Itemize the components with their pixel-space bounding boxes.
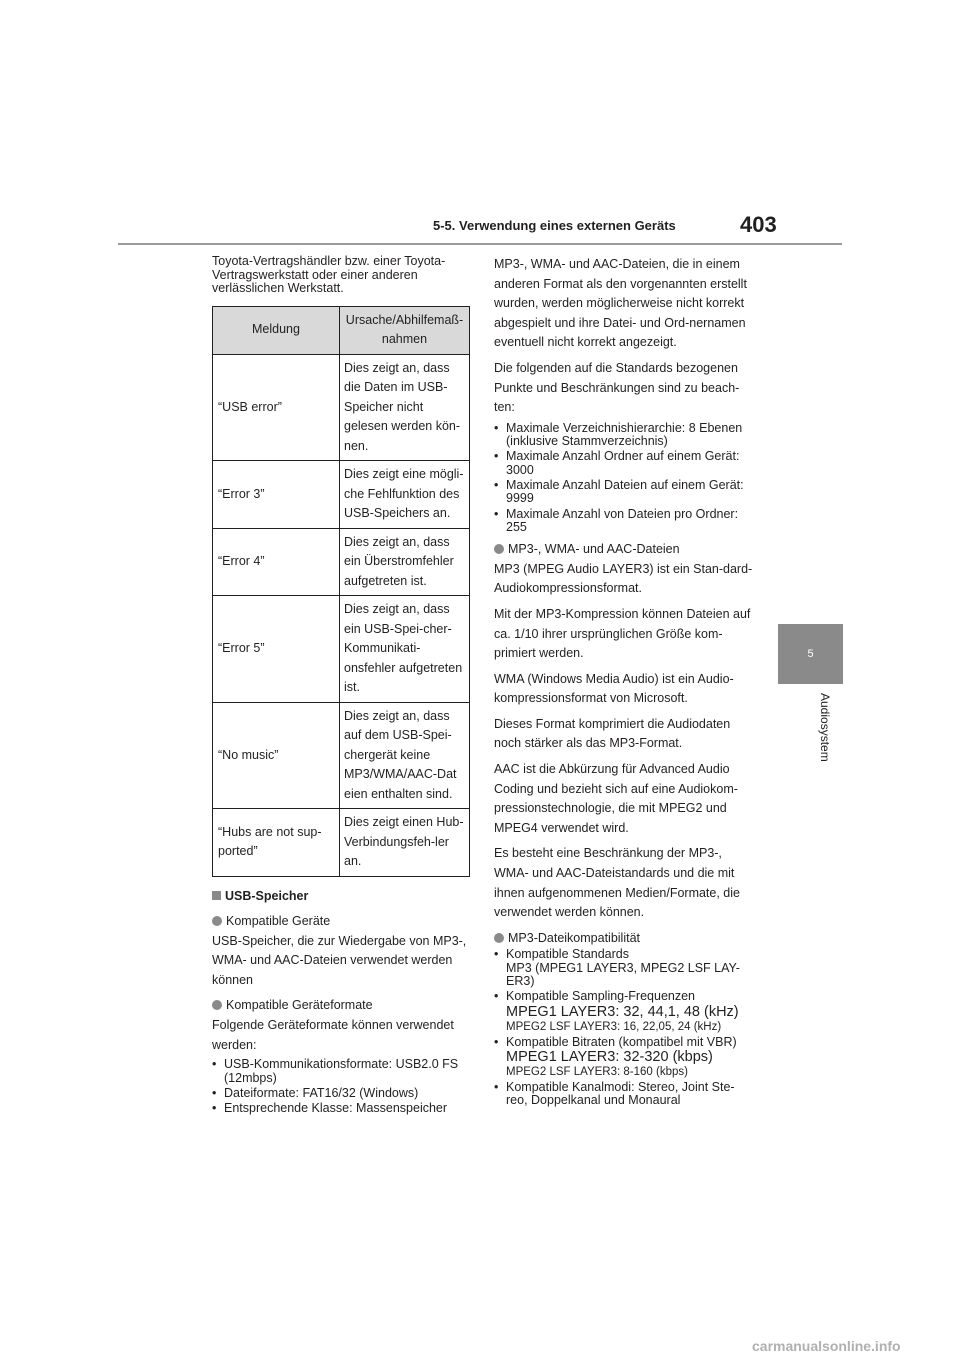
table-cell-message: “Error 5” (213, 596, 340, 703)
list-item: • Maximale Verzeichnishierarchie: 8 Ebenen (inklusive Stammverzeichnis) (494, 420, 743, 449)
usb-heading-text: USB-Speicher (225, 888, 309, 903)
table-row (213, 528, 470, 596)
table-row (213, 702, 470, 809)
formats-list (212, 1058, 472, 1115)
formats-heading-text: Kompatible Geräteformate (226, 998, 373, 1013)
table-row (213, 354, 470, 461)
page-number: 403 (740, 212, 777, 237)
compat-heading-text: MP3-Dateikompatibilität (508, 930, 640, 945)
compat-heading (494, 929, 756, 949)
right-column (494, 255, 756, 1109)
table-cell-message: “Error 3” (213, 461, 340, 529)
list-item: • Entsprechende Klasse: Massenspeicher (212, 1101, 448, 1116)
table-cell-cause: Dies zeigt an, dass die Daten im USB-Speicher nicht gelesen werden kön-nen. (340, 354, 470, 461)
devices-heading-text: Kompatible Geräte (226, 914, 331, 929)
usb-heading (212, 887, 472, 907)
message-table (212, 306, 470, 877)
table-cell-cause: Dies zeigt an, dass ein USB-Spei-cher-Kommunikati-onsfehler aufgetreten ist. (340, 596, 470, 703)
table-row (213, 809, 470, 877)
list-item: • Maximale Anzahl Ordner auf einem Gerät: 3000 (494, 449, 740, 477)
limits-list (494, 422, 756, 534)
table-header-row (213, 306, 470, 354)
square-bullet-icon (212, 891, 221, 900)
paragraph-mp3: MP3 (MPEG Audio LAYER3) ist ein Stan-dard-Audiokompressionsformat. (494, 561, 753, 596)
list-item: • Maximale Anzahl Dateien auf einem Gerät: 9999 (494, 477, 744, 506)
table-cell-cause: Dies zeigt einen Hub-Verbindungsfeh-ler an. (340, 809, 470, 877)
devices-text: USB-Speicher, die zur Wiedergabe von MP3-, WMA- und AAC-Dateien verwendet werden können (212, 933, 467, 987)
list-item: • Maximale Anzahl von Dateien pro Ordner: 255 (494, 506, 739, 534)
table-header-message: Meldung (213, 306, 340, 354)
paragraph-mp3-compression: Mit der MP3-Kompression können Dateien auf ca. 1/10 ihrer ursprünglichen Größe kom-primiert werden. (494, 606, 751, 661)
watermark: carmanualsonline.info (752, 1338, 901, 1354)
chapter-tab: 5 (778, 624, 843, 684)
table-cell-cause: Dies zeigt an, dass ein Überstromfehler aufgetreten ist. (340, 528, 470, 596)
list-item: • Dateiformate: FAT16/32 (Windows) (212, 1085, 419, 1100)
section-title: 5-5. Verwendung eines externen Geräts (433, 218, 676, 233)
table-cell-message: “Hubs are not sup-ported” (213, 809, 340, 877)
circle-bullet-icon (494, 933, 504, 943)
files-heading-text: MP3-, WMA- und AAC-Dateien (508, 542, 680, 557)
paragraph-wma-compression: Dieses Format komprimiert die Audiodaten noch stärker als das MP3-Format. (494, 716, 731, 751)
table-cell-message: “No music” (213, 702, 340, 809)
list-item: • Kompatible Standards MP3 (MPEG1 LAYER3, MPEG2 LSF LAY-ER3) (494, 947, 740, 988)
paragraph-wma: WMA (Windows Media Audio) ist ein Audio-kompressionsformat von Microsoft. (494, 671, 734, 706)
circle-bullet-icon (212, 1000, 222, 1010)
paragraph-standards: Die folgenden auf die Standards bezogenen Punkte und Beschränkungen sind zu beach-ten: (494, 360, 740, 415)
table-row (213, 461, 470, 529)
table-cell-message: “USB error” (213, 354, 340, 461)
list-item: • Kompatible Sampling-Frequenzen MPEG1 LAYER3: 32, 44,1, 48 (kHz) MPEG2 LSF LAYER3: 16, 22,05, 24 (kHz) (494, 989, 739, 1033)
circle-bullet-icon (494, 544, 504, 554)
paragraph-restriction: Es besteht eine Beschränkung der MP3-, WMA- und AAC-Dateistandards und die mit ihnen aufgenommenen Medien/Formate, die verwendet werden können. (494, 846, 740, 920)
chapter-label: Audiosystem (818, 693, 832, 762)
table-header-cause: Ursache/Abhilfemaß-nahmen (340, 306, 470, 354)
circle-bullet-icon (212, 916, 222, 926)
list-item: • USB-Kommunikationsformate: USB2.0 FS (12mbps) (212, 1057, 459, 1085)
paragraph-other-formats: MP3-, WMA- und AAC-Dateien, die in einem anderen Format als den vorgenannten erstellt wurden, werden möglicherweise nicht korrekt abgespielt und ihre Datei- und Ord-nernamen eventuell nicht korrekt angezeigt. (494, 257, 747, 350)
files-heading (494, 540, 756, 560)
formats-text: Folgende Geräteformate können verwendet werden: (212, 1018, 454, 1052)
paragraph-aac: AAC ist die Abkürzung für Advanced Audio Coding und bezieht sich auf eine Audiokom-pressionstechnologie, die mit MPEG2 und MPEG4 verwendet wird. (494, 762, 738, 835)
compat-list (494, 948, 756, 1107)
table-cell-message: “Error 4” (213, 528, 340, 596)
header-divider (118, 243, 842, 245)
intro-text: Toyota-Vertragshändler bzw. einer Toyota-Vertragswerkstatt oder einer anderen verlässlichen Werkstatt. (212, 254, 446, 295)
list-item: • Kompatible Kanalmodi: Stereo, Joint Ste-reo, Doppelkanal und Monaural (494, 1079, 735, 1108)
table-cell-cause: Dies zeigt eine mögli-che Fehlfunktion des USB-Speichers an. (340, 461, 470, 529)
table-row (213, 596, 470, 703)
devices-heading (212, 912, 472, 932)
table-cell-cause: Dies zeigt an, dass auf dem USB-Spei-chergerät keine MP3/WMA/AAC-Dat eien enthalten sind. (340, 702, 470, 809)
list-item: • Kompatible Bitraten (kompatibel mit VBR) MPEG1 LAYER3: 32-320 (kbps) MPEG2 LSF LAYER3: 8-160 (kbps) (494, 1034, 737, 1078)
formats-heading (212, 996, 472, 1016)
left-column (212, 255, 472, 1117)
